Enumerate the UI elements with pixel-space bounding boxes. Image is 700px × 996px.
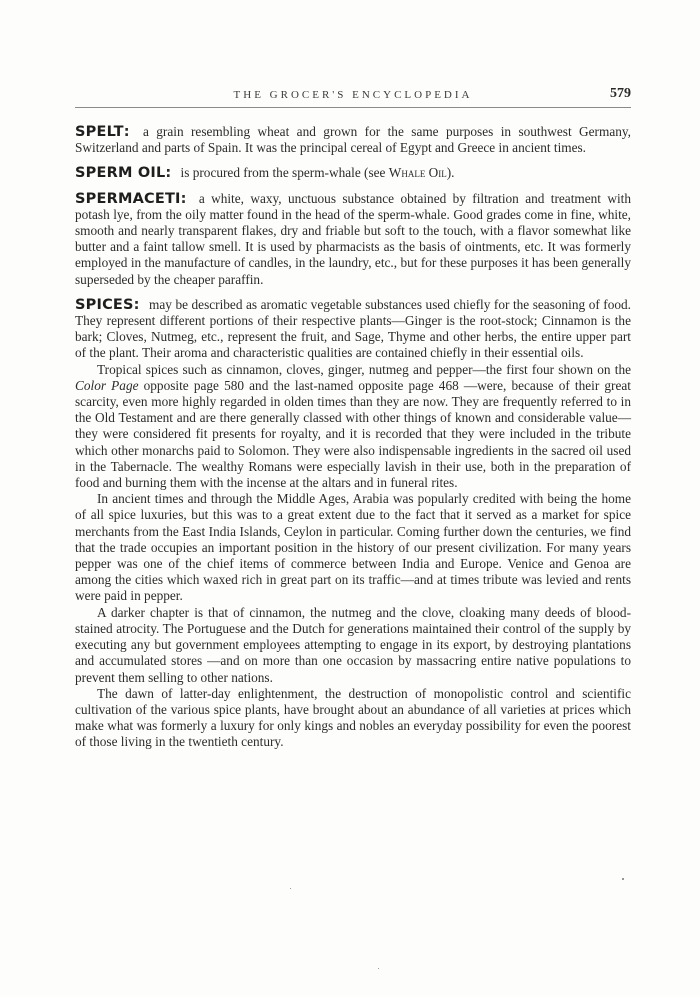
print-speck [290, 888, 291, 889]
term-colon: : [123, 124, 130, 140]
paragraph-text: opposite page 580 and the last-named opposite page 468 —were, because of their great scarcity, even more highly regarded in olden times than they are now. They are frequently referred to in the Old Testament and are there generally classed with other things of known and considerable value—they were considered fit presents for royalty, and it is recorded that they were included in the tribute which other monarchs paid to Solomon. They were also indispensable ingredients in the sacred oil used in the Tabernacle. The wealthy Romans were especially lavish in their use, both in the preparation of food and burning them with the incense at the altars and in funeral rites. [75, 377, 631, 491]
spices-paragraph-5: The dawn of latter-day enlightenment, the destruction of monopolistic control and scientific cultivation of the various spice plants, have brought about an abundance of all varieties at prices which make what was formerly a luxury for only kings and nobles an everyday possibility for even the poorest of those living in the twentieth century. [75, 685, 631, 750]
spices-paragraph-2 [75, 362, 631, 492]
entry-sperm-oil [75, 165, 631, 181]
spices-paragraph-4: A darker chapter is that of cinnamon, the nutmeg and the clove, cloaking many deeds of blood-stained atrocity. The Portuguese and the Dutch for generations maintained their control of the supply by executing any but government employees attempting to engage in its export, by destroying plantations and accumulated stores —and on more than one occasion by massacring entire native populations to prevent them selling to other nations. [75, 604, 631, 685]
encyclopedia-body [75, 124, 631, 760]
print-speck [622, 878, 624, 880]
entry-definition: a white, waxy, unctuous substance obtained by filtration and treatment with potash lye, from the oily matter found in the head of the sperm-whale. Good grades come in fine, white, smooth and nearly transparent flakes, dry and friable but soft to the touch, with a flavor somewhat like butter and a faint tallow smell. It is used by pharmacists as the basis of ointments, etc. It was formerly employed in the manufacture of candles, in the laundry, etc., but for these purposes it has been generally superseded by the cheaper paraffin. [75, 190, 632, 287]
entry-spices [75, 297, 631, 751]
entry-definition: may be described as aromatic vegetable substances used chiefly for the seasoning of food. They represent different portions of their respective plants—Ginger is the root-stock; Cinnamon is the bark; Cloves, Nutmeg, etc., represent the fruit, and Sage, Thyme and other herbs, the entire upper part of the plant. Their aroma and characteristic qualities are contained chiefly in their essential oils. [75, 296, 632, 361]
cross-reference: Whale Oil [388, 165, 447, 181]
paragraph-text: Tropical spices such as cinnamon, cloves, ginger, nutmeg and pepper—the first four shown on the [97, 361, 631, 377]
spices-paragraph-3: In ancient times and through the Middle Ages, Arabia was popularly credited with being the home of all spice luxuries, but this was to a great extent due to the fact that it served as a market for spice merchants from the East India Islands, Ceylon in particular. Coming further down the centuries, we find that the trade occupies an important position in the history of our present civilization. For many years pepper was one of the chief items of commerce between India and Europe. Venice and Genoa are among the cities which waxed rich in great part on its traffic—and at times tribute was levied and rents were paid in pepper. [75, 491, 631, 604]
entry-term: SPERMACETI [75, 190, 181, 207]
term-colon: : [133, 296, 140, 313]
entry-definition-end: ). [446, 165, 455, 181]
entry-definition: a grain resembling wheat and grown for the same purposes in southwest Germany, Switzerland and parts of Spain. It was the principal cereal of Egypt and Greece in ancient times. [75, 124, 631, 156]
running-title: THE GROCER'S ENCYCLOPEDIA [233, 89, 473, 101]
entry-definition: is procured from the sperm-whale (see [180, 165, 389, 181]
print-speck [378, 968, 379, 969]
running-header [75, 86, 631, 106]
entry-spermaceti [75, 191, 631, 288]
term-colon: : [180, 190, 187, 207]
page-number: 579 [610, 86, 631, 101]
header-rule [75, 107, 631, 108]
color-page-reference: Color Page [75, 377, 139, 393]
entry-term: SPERM OIL [75, 165, 166, 182]
term-colon: : [165, 165, 172, 182]
entry-term: SPELT [75, 124, 124, 140]
entry-term: SPICES [75, 296, 134, 313]
entry-spelt [75, 124, 631, 156]
spices-paragraph-1 [75, 297, 631, 362]
